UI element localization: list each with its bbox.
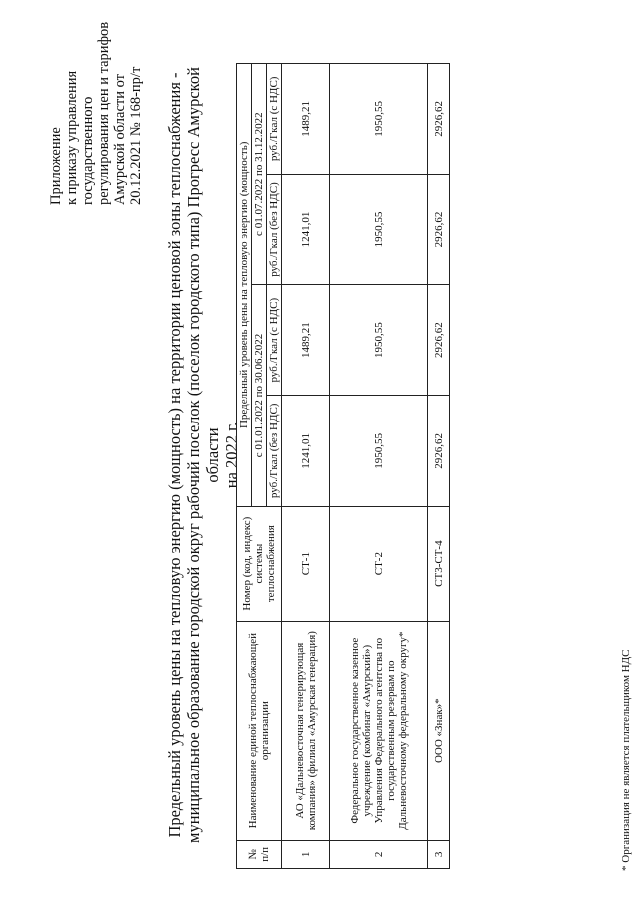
cell-p2-vat: 1950,55 xyxy=(330,64,428,175)
cell-p2-no-vat: 1241,01 xyxy=(282,174,330,285)
cell-no: 1 xyxy=(282,840,330,868)
appendix-block xyxy=(48,20,144,205)
header-with-vat: руб./Гкал (с НДС) xyxy=(267,64,282,175)
price-table xyxy=(236,63,450,869)
cell-org: Федеральное государственное казенное учреждение (комбинат «Амурский») Управления Федерального агентства по государственным резервам по Дальневосточному федеральному округу* xyxy=(330,621,428,840)
cell-p1-no-vat: 2926,62 xyxy=(428,395,450,506)
cell-p1-vat: 1489,21 xyxy=(282,285,330,396)
appendix-line: 20.12.2021 № 168-пр/т xyxy=(128,66,144,205)
appendix-line: Приложение xyxy=(48,127,64,205)
appendix-line: государственного xyxy=(80,96,96,205)
appendix-line: регулирования цен и тарифов xyxy=(96,21,112,205)
cell-no: 3 xyxy=(428,840,450,868)
table-row xyxy=(330,64,428,869)
header-period2: с 01.07.2022 по 31.12.2022 xyxy=(252,64,267,285)
appendix-line: Амурской области от xyxy=(112,73,128,205)
title-line: на 2022 г. xyxy=(222,421,241,489)
cell-system: СТ-2 xyxy=(330,506,428,621)
header-with-vat: руб./Гкал (с НДС) xyxy=(267,285,282,396)
table-row xyxy=(428,64,450,869)
cell-no: 2 xyxy=(330,840,428,868)
header-no-vat: руб./Гкал (без НДС) xyxy=(267,174,282,285)
cell-p2-vat: 2926,62 xyxy=(428,64,450,175)
cell-system: СТ-1 xyxy=(282,506,330,621)
title-line: муниципальное образование городской округ рабочий поселок (поселок городского типа) Прогресс Амурской области xyxy=(184,67,222,843)
cell-org: АО «Дальневосточная генерирующая компания» (филиал «Амурская генерация) xyxy=(282,621,330,840)
footnote: * Организация не является плательщиком НДС xyxy=(620,649,632,871)
header-no-vat: руб./Гкал (без НДС) xyxy=(267,395,282,506)
cell-p2-no-vat: 1950,55 xyxy=(330,174,428,285)
cell-p2-no-vat: 2926,62 xyxy=(428,174,450,285)
cell-org: ООО «Знак»* xyxy=(428,621,450,840)
appendix-line: к приказу управления xyxy=(64,70,80,205)
header-org: Наименование единой теплоснабжающей организации xyxy=(237,621,282,840)
header-period1: с 01.01.2022 по 30.06.2022 xyxy=(252,285,267,506)
cell-p2-vat: 1489,21 xyxy=(282,64,330,175)
header-system: Номер (код, индекс) системы теплоснабжения xyxy=(237,506,282,621)
table-row xyxy=(282,64,330,869)
cell-system: СТ3-СТ-4 xyxy=(428,506,450,621)
cell-p1-no-vat: 1950,55 xyxy=(330,395,428,506)
header-price-group: Предельный уровень цены на тепловую энергию (мощность) xyxy=(237,64,252,507)
cell-p1-no-vat: 1241,01 xyxy=(282,395,330,506)
cell-p1-vat: 2926,62 xyxy=(428,285,450,396)
header-no: № п/п xyxy=(237,840,282,868)
cell-p1-vat: 1950,55 xyxy=(330,285,428,396)
title-line: Предельный уровень цены на тепловую энергию (мощность) на территории ценовой зоны теплоснабжения - xyxy=(165,72,184,838)
document-title xyxy=(165,65,241,845)
